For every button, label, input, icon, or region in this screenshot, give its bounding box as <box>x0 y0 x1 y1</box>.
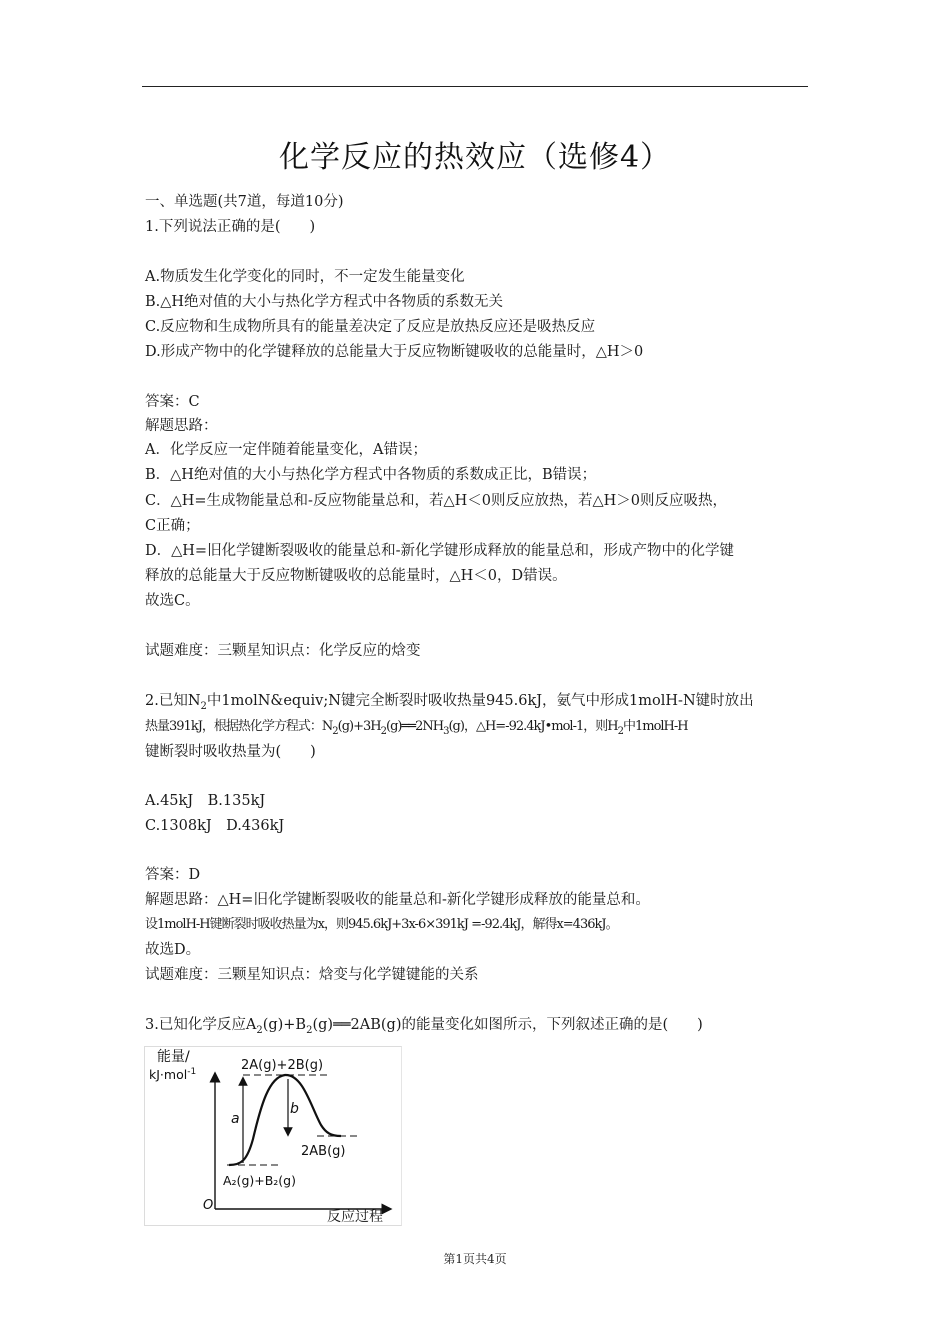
section-heading: 一、单选题(共7道，每道10分) <box>145 194 344 210</box>
q1-explain-c: C．△H=生成物能量总和-反应物能量总和，若△H＜0则反应放热，若△H＞0则反应吸热， <box>145 493 727 509</box>
q1-option-d: D.形成产物中的化学键释放的总能量大于反应物断键吸收的总能量时，△H＞0 <box>145 344 644 360</box>
q1-answer: 答案：C <box>145 394 200 410</box>
q1-explain-a: A．化学反应一定伴随着能量变化，A错误； <box>145 442 427 458</box>
page-title: 化学反应的热效应（选修4） <box>278 140 672 175</box>
energy-diagram-svg <box>145 1047 401 1225</box>
q1-meta: 试题难度：三颗星知识点：化学反应的焓变 <box>145 643 421 659</box>
product-label: 2AB(g) <box>301 1144 346 1159</box>
origin-label: O <box>203 1198 214 1213</box>
q1-option-c: C.反应物和生成物所具有的能量差决定了反应是放热反应还是吸热反应 <box>145 319 596 335</box>
q1-stem: 1.下列说法正确的是( ) <box>145 219 316 235</box>
q2-answer: 答案：D <box>145 867 201 883</box>
q2-stem-line3: 键断裂时吸收热量为( ) <box>145 744 316 760</box>
q1-explain-b: B．△H绝对值的大小与热化学方程式中各物质的系数成正比，B错误； <box>145 467 597 483</box>
q2-options-cd: C.1308kJ D.436kJ <box>145 818 285 834</box>
label-a: a <box>231 1111 240 1127</box>
q2-options-ab: A.45kJ B.135kJ <box>145 793 266 809</box>
q2-explain-2: 设1molH-H键断裂时吸收热量为x，则945.6kJ+3x-6×391kJ =-92.4kJ，解得x=436kJ。 <box>145 917 618 932</box>
x-axis-label: 反应过程 <box>327 1209 383 1225</box>
q1-explain-d-cont: 释放的总能量大于反应物断键吸收的总能量时，△H＜0，D错误。 <box>145 568 567 584</box>
q1-option-a: A.物质发生化学变化的同时，不一定发生能量变化 <box>145 269 465 285</box>
y-axis-label-1: 能量/ <box>157 1049 190 1065</box>
header-rule <box>142 86 808 87</box>
q1-explain-c-cont: C正确； <box>145 518 200 534</box>
q2-stem-line2: 热量391kJ，根据热化学方程式：$N_2(g)+3H_2(g)══2NH_3(g)$，△H=-92.4kJ•mol-1，则$H_2$中1molH-H <box>145 719 688 737</box>
label-b: b <box>290 1101 299 1117</box>
q2-meta: 试题难度：三颗星知识点：焓变与化学键键能的关系 <box>145 967 479 983</box>
energy-diagram <box>144 1046 402 1226</box>
page-footer: 第1页共4页 <box>443 1252 507 1266</box>
q2-conclusion: 故选D。 <box>145 942 201 958</box>
y-axis-label-2: kJ·mol$^{-1}$ <box>149 1067 197 1082</box>
reactant-label: A₂(g)+B₂(g) <box>223 1173 296 1188</box>
q1-explain-d: D．△H=旧化学键断裂吸收的能量总和-新化学键形成释放的能量总和，形成产物中的化学键 <box>145 543 734 559</box>
q1-option-b: B.△H绝对值的大小与热化学方程式中各物质的系数无关 <box>145 294 504 310</box>
q2-explain-1: 解题思路：△H=旧化学键断裂吸收的能量总和-新化学键形成释放的能量总和。 <box>145 892 650 908</box>
q2-stem-line1: 2.已知$N_2$中1molN&equiv;N键完全断裂时吸收热量945.6kJ，氨气中形成1molH-N键时放出 <box>145 693 754 712</box>
transition-label: 2A(g)+2B(g) <box>241 1058 324 1073</box>
q3-stem: 3.已知化学反应$A_2(g)+B_2(g)══2AB(g)$的能量变化如图所示，下列叙述正确的是( ) <box>145 1017 703 1036</box>
q1-analysis-title: 解题思路： <box>145 418 218 434</box>
q1-conclusion: 故选C。 <box>145 593 200 609</box>
